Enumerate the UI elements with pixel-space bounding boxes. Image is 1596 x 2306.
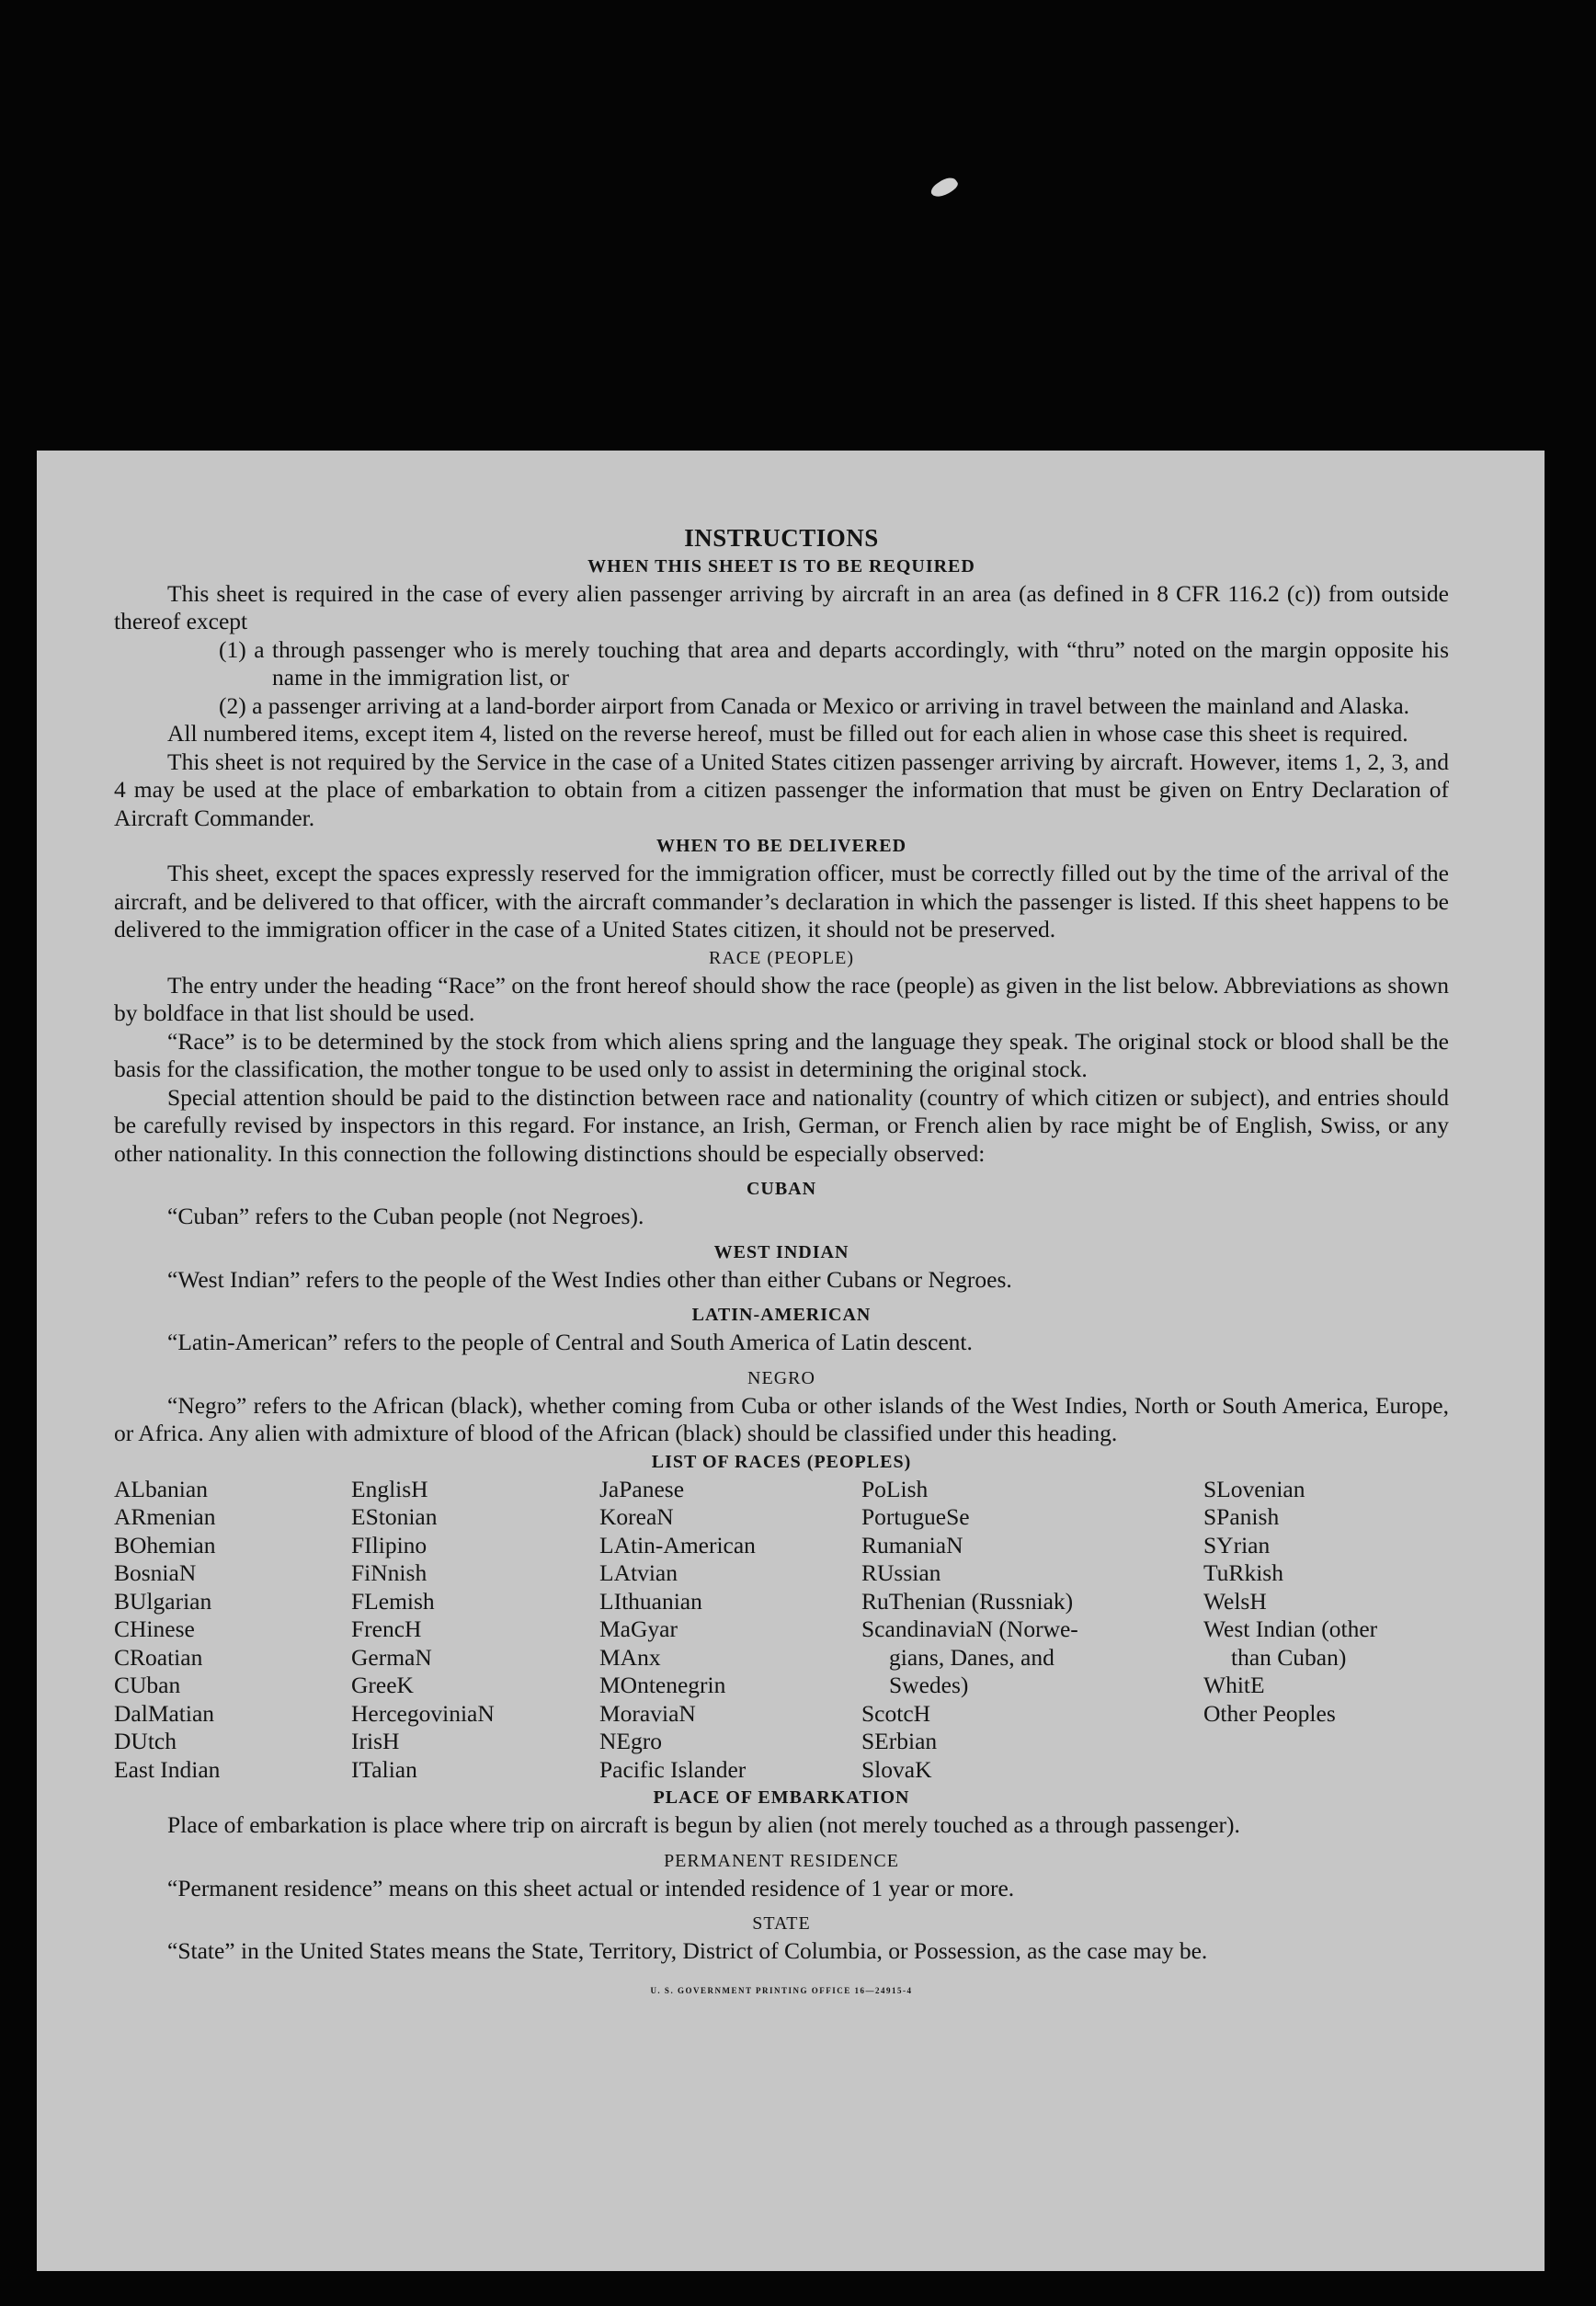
race-item: SYrian bbox=[1203, 1531, 1271, 1558]
race-item: Pacific Islander bbox=[599, 1755, 747, 1783]
paragraph: The entry under the heading “Race” on the front hereof should show the race (people) as given in the list below. Abbreviations as shown by boldface in that list should be used. bbox=[114, 971, 1449, 1026]
race-item: WhitE bbox=[1203, 1672, 1265, 1698]
race-item: MaGyar bbox=[599, 1615, 678, 1642]
list-item: (2) a passenger arriving at a land-border airport from Canada or Mexico or arriving in travel between the mainland and Alaska. bbox=[219, 691, 1410, 719]
race-item: PoLish bbox=[861, 1475, 929, 1502]
paragraph: All numbered items, except item 4, listed on the reverse hereof, must be filled out for each alien in whose case this sheet is required. bbox=[167, 720, 1408, 747]
race-item: BOhemian bbox=[114, 1531, 216, 1558]
race-item: JaPanese bbox=[599, 1475, 685, 1502]
race-item: SlovaK bbox=[861, 1755, 932, 1783]
race-item: RuThenian (Russniak) bbox=[861, 1587, 1074, 1615]
printing-office-footer: U. S. GOVERNMENT PRINTING OFFICE 16—24915-4 bbox=[650, 1985, 913, 1995]
paragraph: “Cuban” refers to the Cuban people (not Negroes). bbox=[167, 1203, 644, 1229]
section-heading-latin-american: LATIN-AMERICAN bbox=[691, 1305, 872, 1325]
section-heading-negro: NEGRO bbox=[747, 1367, 815, 1388]
race-item: PortugueSe bbox=[861, 1503, 970, 1530]
race-item: gians, Danes, and bbox=[889, 1643, 1054, 1671]
section-heading-required: WHEN THIS SHEET IS TO BE REQUIRED bbox=[587, 555, 975, 576]
paragraph: This sheet is not required by the Service in the case of a United States citizen passenger arriving by aircraft. However, items 1, 2, 3, and 4 may be used at the place of embarkation to obtain from a citizen passenger the information that must be given on Entry Declaration of Aircraft Commander. bbox=[114, 748, 1449, 831]
race-item: LAtin-American bbox=[599, 1531, 756, 1558]
race-item: ScandinaviaN (Norwe- bbox=[861, 1615, 1078, 1642]
race-item: RumaniaN bbox=[861, 1531, 963, 1558]
page-title: INSTRUCTIONS bbox=[684, 524, 879, 552]
race-item: ARmenian bbox=[114, 1503, 216, 1530]
race-item: KoreaN bbox=[599, 1503, 674, 1530]
race-item: RUssian bbox=[861, 1559, 941, 1586]
race-item: GreeK bbox=[351, 1672, 414, 1698]
paragraph: Place of embarkation is place where trip on aircraft is begun by alien (not merely touched as a through passenger). bbox=[167, 1811, 1240, 1838]
race-item: MoraviaN bbox=[599, 1699, 696, 1727]
race-item: MOntenegrin bbox=[599, 1672, 726, 1698]
race-item: EnglisH bbox=[351, 1475, 428, 1502]
race-item: LIthuanian bbox=[599, 1587, 702, 1615]
section-heading-state: STATE bbox=[752, 1913, 811, 1934]
races-column bbox=[351, 1476, 599, 1785]
race-item: SErbian bbox=[861, 1728, 938, 1754]
section-heading-embarkation: PLACE OF EMBARKATION bbox=[653, 1787, 910, 1808]
race-item: Other Peoples bbox=[1203, 1699, 1336, 1727]
race-item: BosniaN bbox=[114, 1559, 197, 1586]
race-item: BUlgarian bbox=[114, 1587, 212, 1615]
race-item: ITalian bbox=[351, 1755, 417, 1783]
list-item: (1) a through passenger who is merely touching that area and departs accordingly, with “thru” noted on the margin opposite his name in the immigration list, or bbox=[219, 635, 1449, 691]
race-item: East Indian bbox=[114, 1755, 221, 1783]
race-item: Swedes) bbox=[889, 1672, 969, 1698]
race-item: GermaN bbox=[351, 1643, 432, 1671]
race-item: SPanish bbox=[1203, 1503, 1280, 1530]
paragraph: This sheet is required in the case of every alien passenger arriving by aircraft in an area (as defined in 8 CFR 116.2 (c)) from outside thereof except bbox=[114, 579, 1449, 634]
race-item: WelsH bbox=[1203, 1587, 1267, 1615]
race-item: MAnx bbox=[599, 1643, 661, 1671]
race-item: DUtch bbox=[114, 1728, 177, 1754]
paragraph: “Negro” refers to the African (black), whether coming from Cuba or other islands of the West Indies, North or South America, Europe, or Africa. Any alien with admixture of blood of the African (black) should be classified under this heading. bbox=[114, 1391, 1449, 1446]
race-item: FiNnish bbox=[351, 1559, 428, 1586]
races-column bbox=[861, 1476, 1203, 1785]
race-item: SLovenian bbox=[1203, 1475, 1305, 1502]
race-item: DalMatian bbox=[114, 1699, 215, 1727]
races-column bbox=[114, 1476, 351, 1785]
race-item: ALbanian bbox=[114, 1475, 208, 1502]
section-heading-west-indian: WEST INDIAN bbox=[713, 1241, 849, 1262]
race-item: CRoatian bbox=[114, 1643, 203, 1671]
races-column bbox=[599, 1476, 861, 1785]
paragraph: Special attention should be paid to the distinction between race and nationality (country of which citizen or subject), and entries should be carefully revised by inspectors in this regard. For instance, an Irish, German, or French alien by race might be of English, Swiss, or any other nationality. In this connection the following distinctions should be especially observed: bbox=[114, 1083, 1449, 1167]
race-item: FrencH bbox=[351, 1615, 422, 1642]
section-heading-cuban: CUBAN bbox=[746, 1179, 817, 1199]
paragraph: This sheet, except the spaces expressly reserved for the immigration officer, must be correctly filled out by the time of the arrival of the aircraft, and be delivered to that officer, with the aircraft commander’s declaration in which the passenger is listed. If this sheet happens to be delivered to the immigration officer in the case of a United States citizen, it should not be preserved. bbox=[114, 860, 1449, 942]
document-sheet bbox=[37, 451, 1545, 2271]
paragraph: “West Indian” refers to the people of the West Indies other than either Cubans or Negroes. bbox=[167, 1265, 1012, 1293]
race-item: West Indian (other bbox=[1203, 1615, 1378, 1642]
race-item: IrisH bbox=[351, 1728, 400, 1754]
paragraph: “State” in the United States means the State, Territory, District of Columbia, or Possession, as the case may be. bbox=[167, 1937, 1208, 1964]
section-heading-residence: PERMANENT RESIDENCE bbox=[664, 1850, 899, 1871]
document-content bbox=[114, 524, 1449, 2004]
race-item: HercegoviniaN bbox=[351, 1699, 495, 1727]
film-speck bbox=[929, 174, 960, 201]
section-heading-list-of-races: LIST OF RACES (PEOPLES) bbox=[651, 1451, 912, 1472]
race-item: TuRkish bbox=[1203, 1559, 1283, 1586]
race-item: than Cuban) bbox=[1231, 1643, 1347, 1671]
paragraph: “Race” is to be determined by the stock from which aliens spring and the language they speak. The original stock or blood shall be the basis for the classification, the mother tongue to be used only to assist in determining the original stock. bbox=[114, 1027, 1449, 1082]
races-column bbox=[1203, 1476, 1447, 1785]
race-item: NEgro bbox=[599, 1728, 662, 1754]
races-list bbox=[114, 1476, 1449, 1785]
section-heading-race: RACE (PEOPLE) bbox=[709, 947, 854, 968]
paragraph: “Latin-American” refers to the people of Central and South America of Latin descent. bbox=[167, 1329, 973, 1355]
race-item: ScotcH bbox=[861, 1699, 931, 1727]
race-item: EStonian bbox=[351, 1503, 438, 1530]
race-item: CUban bbox=[114, 1672, 181, 1698]
race-item: CHinese bbox=[114, 1615, 195, 1642]
paragraph: “Permanent residence” means on this sheet actual or intended residence of 1 year or more. bbox=[167, 1874, 1015, 1901]
race-item: FLemish bbox=[351, 1587, 435, 1615]
section-heading-delivered: WHEN TO BE DELIVERED bbox=[656, 836, 907, 856]
race-item: FIlipino bbox=[351, 1531, 428, 1558]
race-item: LAtvian bbox=[599, 1559, 678, 1586]
